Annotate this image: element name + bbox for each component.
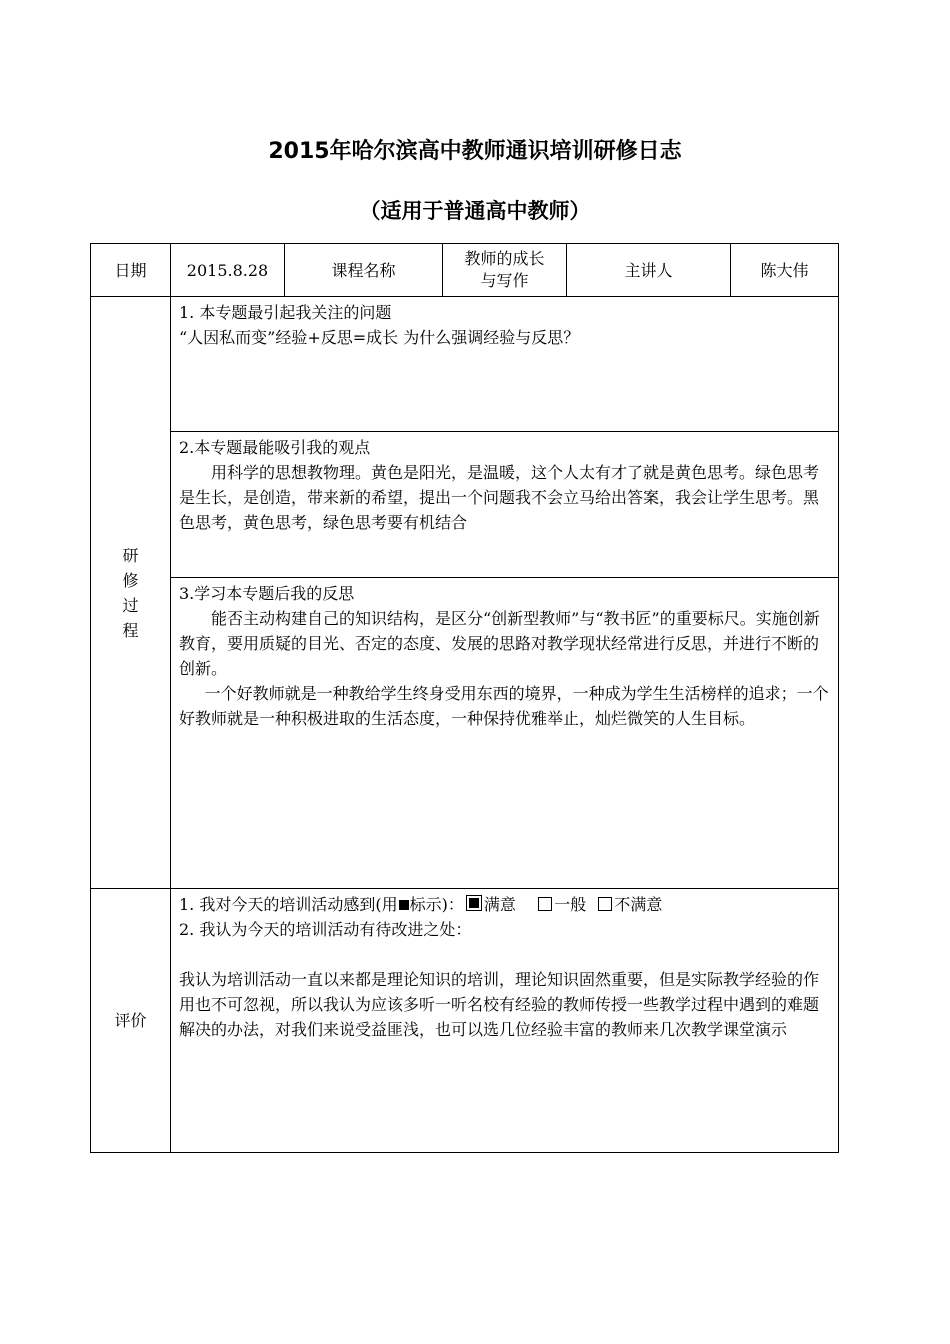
evaluation-line-1-prefix: 1. 我对今天的培训活动感到(用 — [179, 895, 398, 914]
question-3-paragraph-1: 能否主动构建自己的知识结构，是区分“创新型教师”与“教书匠”的重要标尺。实施创新教育，要用质疑的目光、否定的态度、发展的思路对教学现状经常进行反思，并进行不断的创新。 — [179, 609, 820, 678]
study-row-3 — [91, 578, 839, 889]
question-2-answer: 用科学的思想教物理。黄色是阳光，是温暖，这个人太有才了就是黄色思考。绿色思考是生长，是创造，带来新的希望，提出一个问题我不会立马给出答案，我会让学生思考。黑色思考，黄色思考，绿色思考要有机结合 — [179, 463, 820, 532]
side-char-4: 程 — [122, 620, 139, 640]
question-3-heading: 3.学习本专题后我的反思 — [179, 584, 355, 603]
evaluation-cell — [171, 889, 839, 1153]
question-3-cell — [171, 578, 839, 889]
question-1-heading: 1. 本专题最引起我关注的问题 — [179, 303, 392, 322]
question-1-answer: “人因私而变”经验+反思=成长 为什么强调经验与反思？ — [179, 328, 580, 347]
speaker-label: 主讲人 — [567, 244, 731, 297]
evaluation-line-2: 2. 我认为今天的培训活动有待改进之处： — [179, 920, 472, 939]
document-subtitle: （适用于普通高中教师） — [359, 199, 591, 223]
date-value: 2015.8.28 — [171, 244, 285, 297]
question-1-cell — [171, 297, 839, 432]
side-char-3: 过 — [122, 595, 139, 615]
blank-line — [179, 942, 830, 967]
evaluation-line-1 — [179, 892, 830, 917]
speaker-value: 陈大伟 — [731, 244, 839, 297]
date-label: 日期 — [91, 244, 171, 297]
question-2-cell — [171, 432, 839, 578]
satisfied-checkbox[interactable] — [466, 895, 482, 911]
unsatisfied-checkbox[interactable] — [598, 897, 612, 911]
course-label: 课程名称 — [285, 244, 443, 297]
study-row-1 — [91, 297, 839, 432]
satisfied-label: 满意 — [483, 895, 516, 914]
course-value — [443, 244, 567, 297]
average-label: 一般 — [554, 895, 587, 914]
evaluation-side-label: 评价 — [91, 889, 171, 1153]
study-side-label — [91, 297, 171, 889]
average-checkbox[interactable] — [538, 897, 552, 911]
unsatisfied-label: 不满意 — [614, 895, 663, 914]
journal-table — [90, 243, 839, 1153]
course-value-text: 教师的成长与写作 — [464, 249, 545, 290]
document-title: 2015年哈尔滨高中教师通识培训研修日志 — [268, 139, 682, 164]
question-2-heading: 2.本专题最能吸引我的观点 — [179, 438, 371, 457]
side-char-2: 修 — [122, 570, 139, 590]
filled-square-icon — [399, 900, 409, 910]
evaluation-row — [91, 889, 839, 1153]
question-3-paragraph-2: 一个好教师就是一种教给学生终身受用东西的境界，一种成为学生生活榜样的追求；一个好教师就是一种积极进取的生活态度，一种保持优雅举止，灿烂微笑的人生目标。 — [179, 684, 829, 728]
side-char-1: 研 — [122, 545, 139, 565]
header-row — [91, 244, 839, 297]
evaluation-line-1-mid: 标示)： — [409, 895, 464, 914]
evaluation-paragraph: 我认为培训活动一直以来都是理论知识的培训，理论知识固然重要，但是实际教学经验的作用也不可忽视，所以我认为应该多听一听名校有经验的教师传授一些教学过程中遇到的难题解决的办法，对我们来说受益匪浅，也可以选几位经验丰富的教师来几次教学课堂演示 — [179, 970, 820, 1039]
study-row-2 — [91, 432, 839, 578]
